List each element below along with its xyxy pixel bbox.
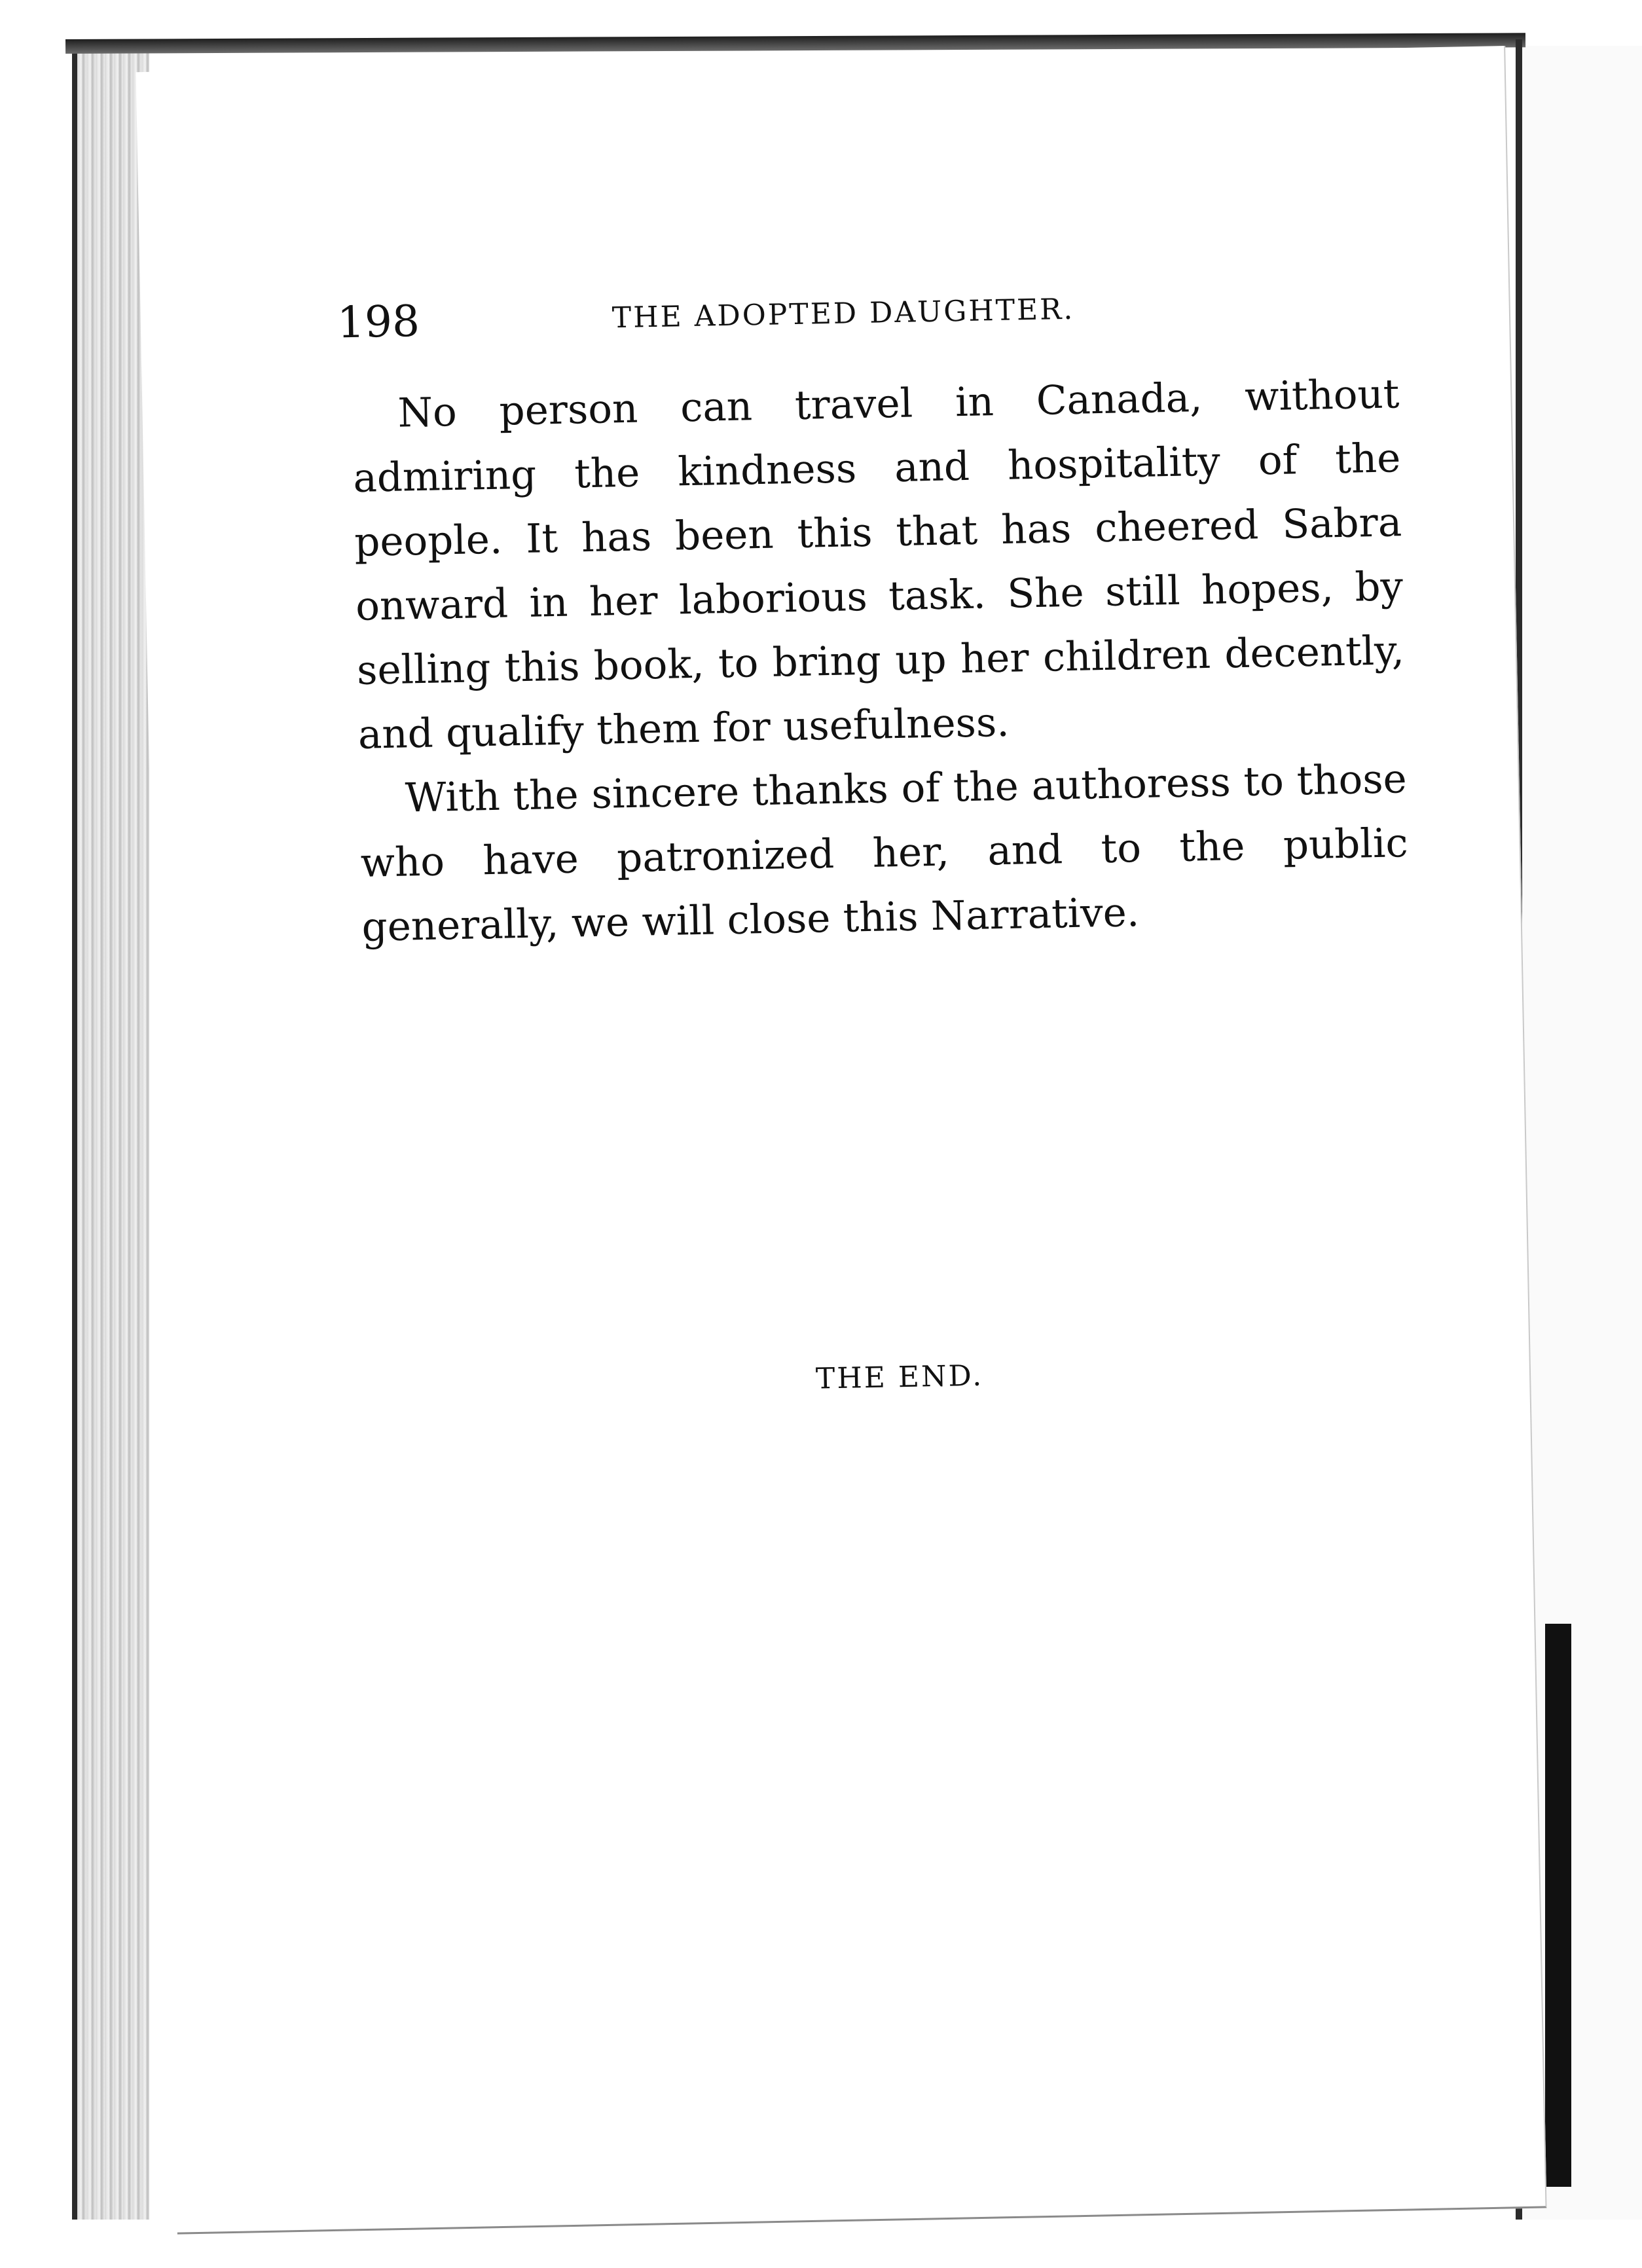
page-number: 198 [337, 295, 420, 348]
book-page [136, 46, 1547, 2235]
running-head: THE ADOPTED DAUGHTER. [611, 292, 1075, 335]
binding-shadow [1545, 1624, 1571, 2187]
body-text [352, 362, 1410, 960]
page-header [337, 279, 1320, 370]
paragraph: With the sincere thanks of the authoress to those who have patronized her, and to the public generally, we will close this Narrative. [360, 756, 1409, 951]
paragraph: No person can travel in Canada, without admiring the kindness and hospitality of the people. It has been this that has cheered Sabra onward in her laborious task. She still hopes, by selling this book, to bring up her children decently, and qualify them for usefulness. [352, 371, 1405, 758]
page-stack-edge [72, 46, 149, 2220]
the-end-mark: THE END. [815, 1359, 984, 1396]
